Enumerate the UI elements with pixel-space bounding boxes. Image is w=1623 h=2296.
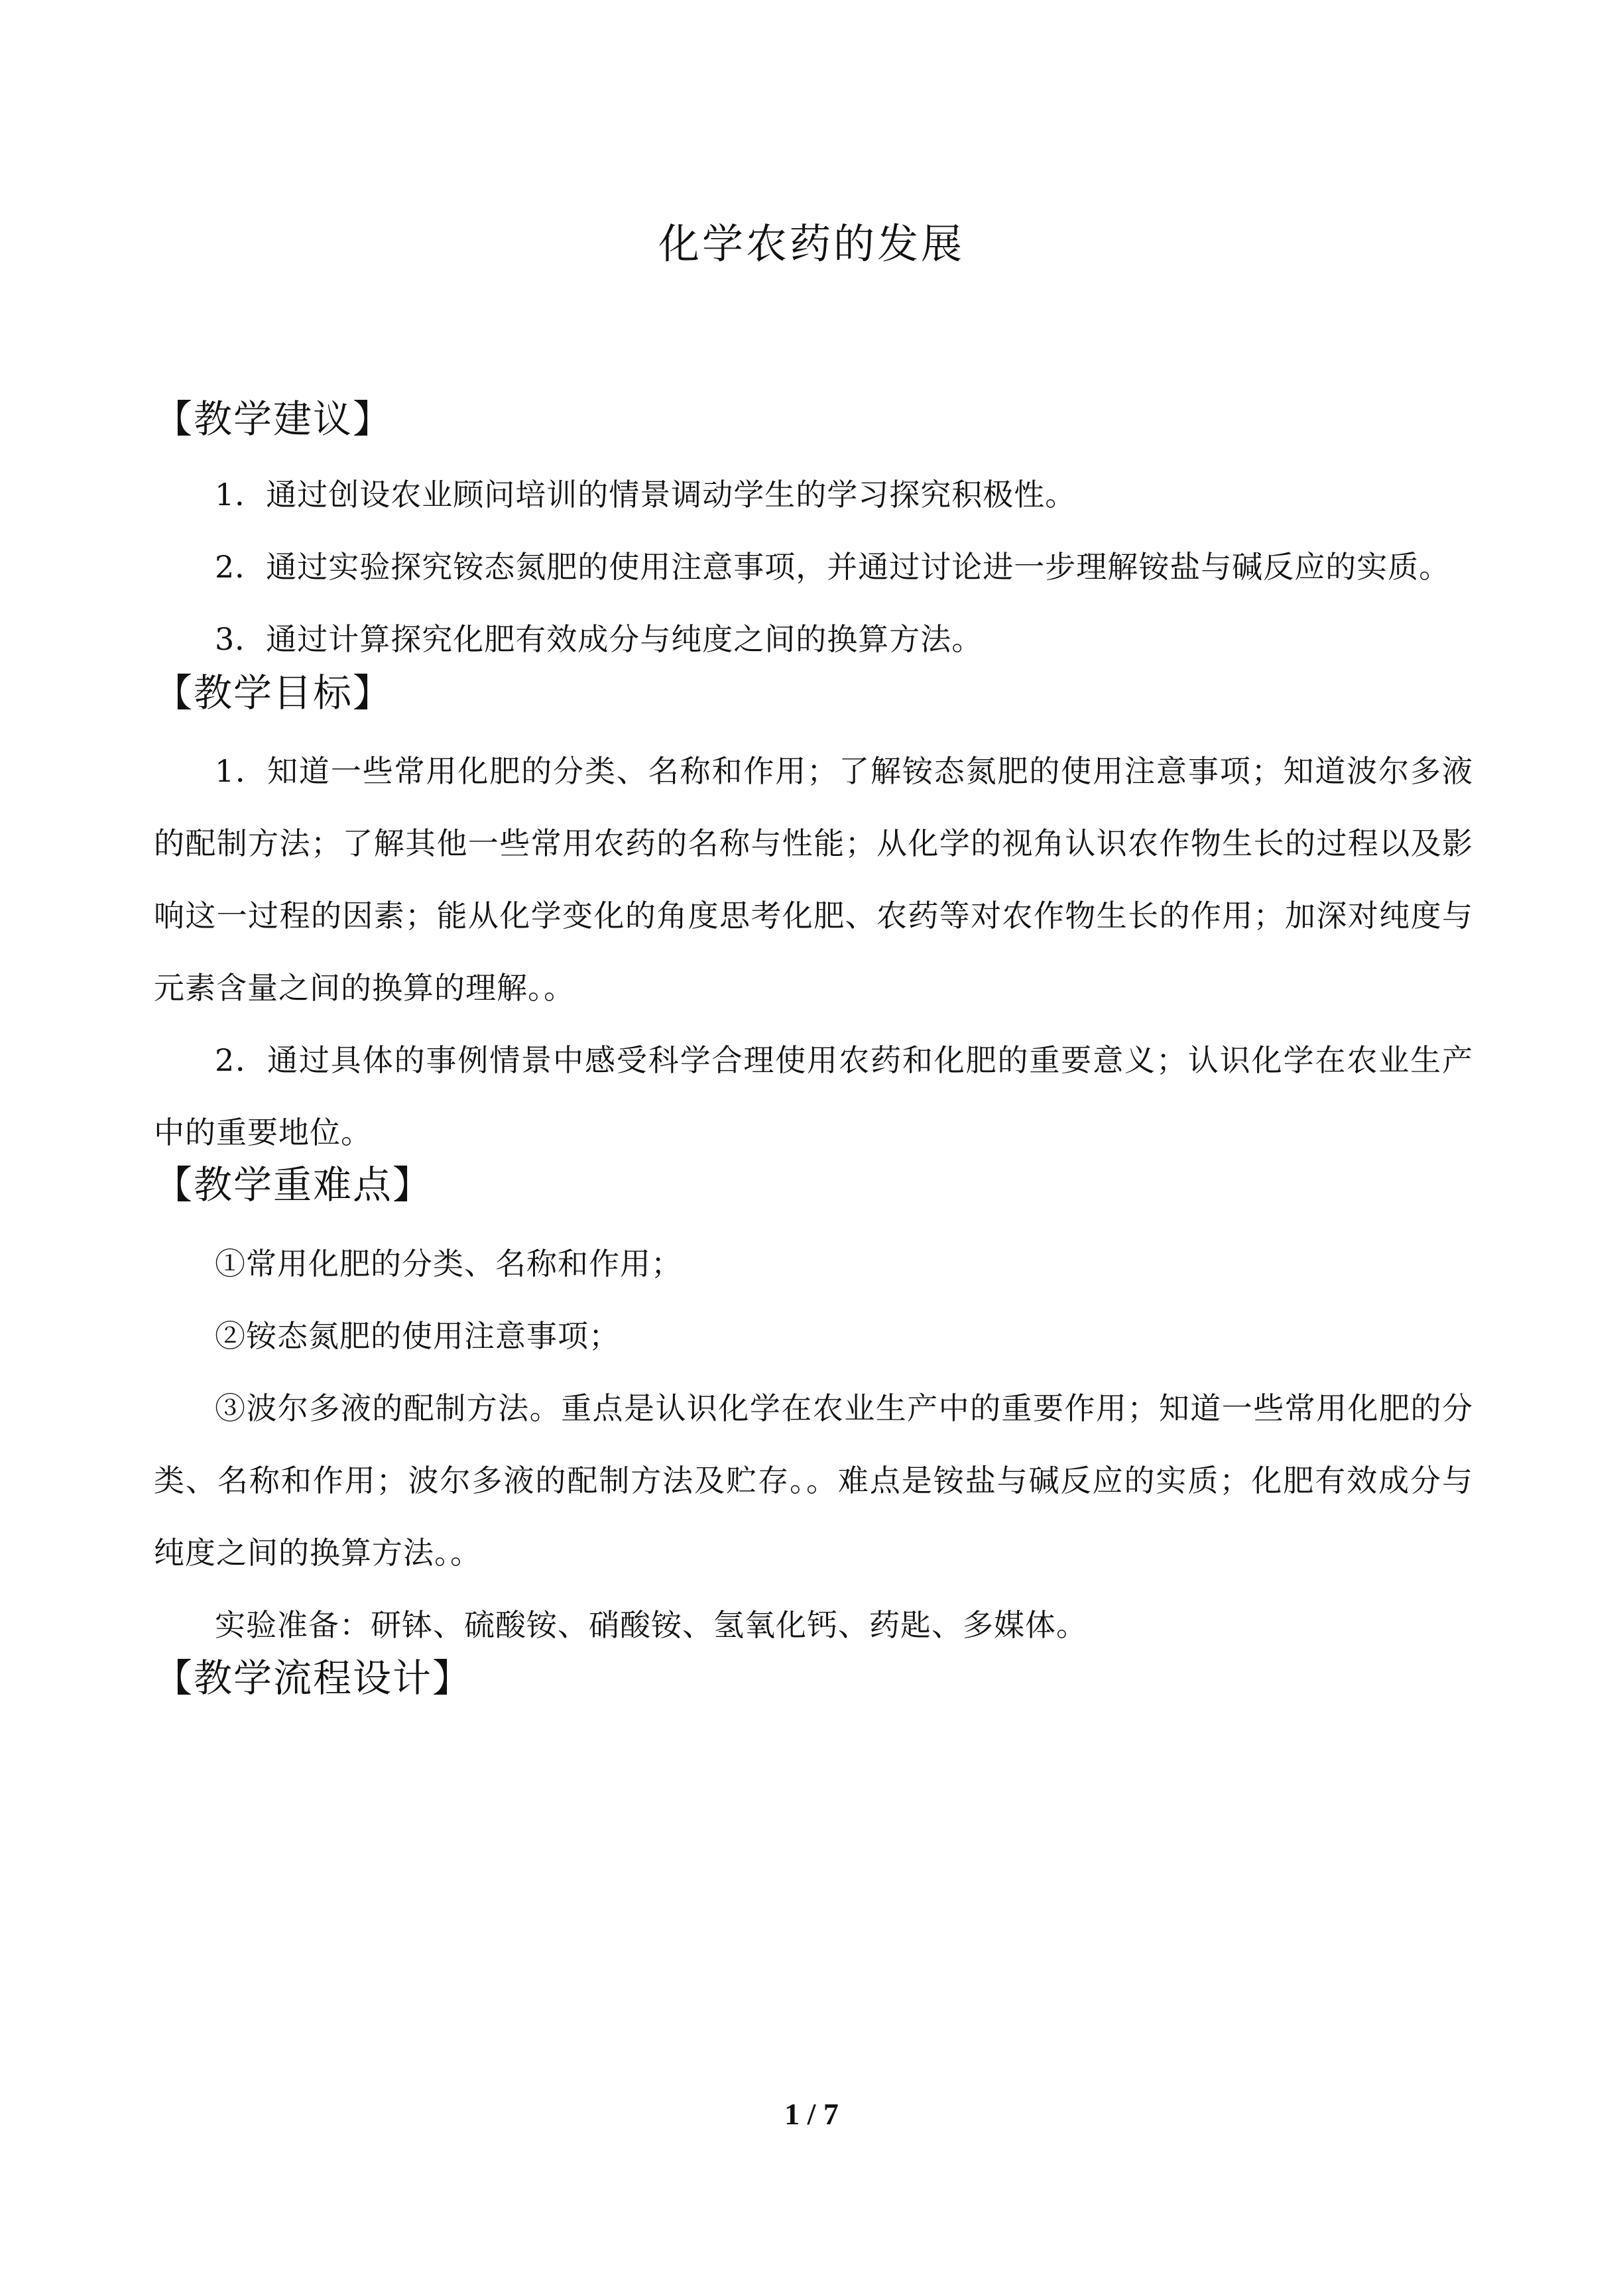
- experiment-prep: 实验准备：研钵、硫酸铵、硝酸铵、氢氧化钙、药匙、多媒体。: [215, 1607, 1087, 1643]
- section-heading-advice: 【教学建议】: [154, 396, 393, 442]
- advice-item-2: 2．通过实验探究铵态氮肥的使用注意事项，并通过讨论进一步理解铵盐与碱反应的实质。: [215, 549, 1451, 585]
- section-heading-key-points: 【教学重难点】: [154, 1162, 433, 1207]
- key-point-1: ①常用化肥的分类、名称和作用；: [215, 1246, 682, 1282]
- key-point-3: ③波尔多液的配制方法。重点是认识化学在农业生产中的重要作用；知道一些常用化肥的分类、名称和作用；波尔多液的配制方法及贮存。。难点是铵盐与碱反应的实质；化肥有效成分与纯度之间的换算方法。。: [154, 1390, 1473, 1571]
- key-point-2: ②铵态氮肥的使用注意事项；: [215, 1318, 620, 1354]
- goals-item-2: 2．通过具体的事例情景中感受科学合理使用农药和化肥的重要意义；认识化学在农业生产中的重要地位。: [154, 1042, 1473, 1150]
- goals-item-1: 1．知道一些常用化肥的分类、名称和作用；了解铵态氮肥的使用注意事项；知道波尔多液的配制方法；了解其他一些常用农药的名称与性能；从化学的视角认识农作物生长的过程以及影响这一过程的因素；能从化学变化的角度思考化肥、农药等对农作物生长的作用；加深对纯度与元素含量之间的换算的理解。。: [154, 753, 1473, 1006]
- advice-item-3: 3．通过计算探究化肥有效成分与纯度之间的换算方法。: [215, 621, 983, 657]
- section-heading-flow: 【教学流程设计】: [154, 1656, 473, 1701]
- page-number: 1 / 7: [784, 2097, 839, 2131]
- advice-item-1: 1．通过创设农业顾问培训的情景调动学生的学习探究积极性。: [215, 477, 1077, 513]
- document-title: 化学农药的发展: [658, 219, 965, 268]
- section-heading-goals: 【教学目标】: [154, 670, 393, 715]
